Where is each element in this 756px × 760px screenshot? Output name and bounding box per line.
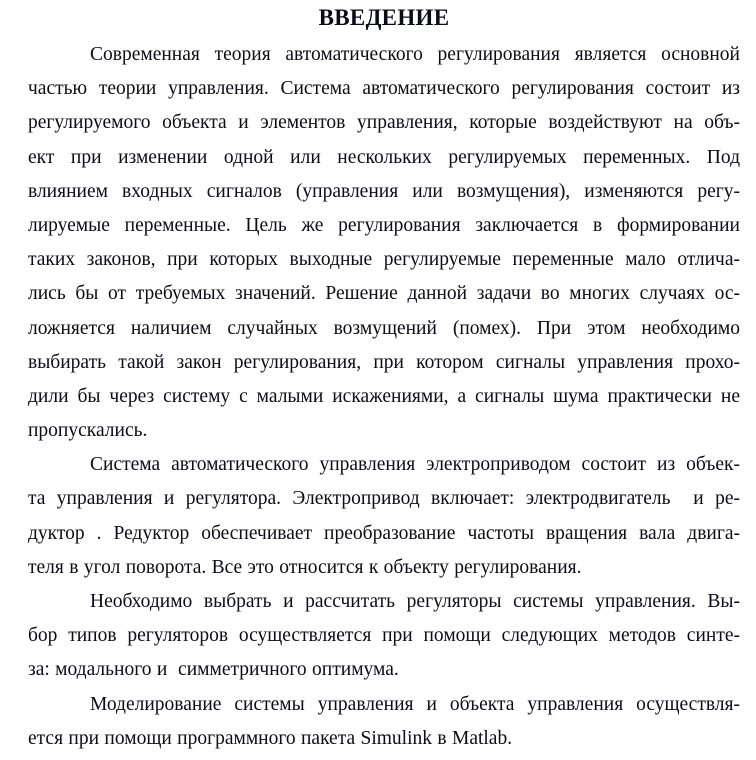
text-line: ект при изменении одной или нескольких регулируемых переменных. Под — [28, 146, 740, 168]
text-line: ложняется наличием случайных возмущений (помех). При этом необходимо — [28, 317, 740, 339]
text-line: дили бы через систему с малыми искажениями, а сигналы шума практически не — [28, 385, 740, 407]
text-line: ется при помощи программного пакета Simulink в Matlab. — [28, 727, 513, 749]
text-line: за: модального и симметричного оптимума. — [28, 659, 399, 681]
text-line: пропускались. — [28, 420, 148, 442]
text-line: лись бы от требуемых значений. Решение данной задачи во многих случаях ос- — [28, 283, 740, 305]
text-line: таких законов, при которых выходные регулируемые переменные мало отлича- — [28, 249, 740, 271]
text-line: бор типов регуляторов осуществляется при помощи следующих методов синте- — [28, 625, 740, 647]
text-line: Современная теория автоматического регулирования является основной — [90, 44, 740, 65]
text-line: дуктор . Редуктор обеспечивает преобразование частоты вращения вала двига- — [28, 522, 740, 544]
text-line: та управления и регулятора. Электропривод включает: электродвигатель и ре- — [28, 488, 740, 510]
page-title: ВВЕДЕНИЕ — [318, 5, 450, 30]
text-line: регулируемого объекта и элементов управления, которые воздействуют на объ- — [28, 112, 740, 134]
text-line: теля в угол поворота. Все это относится к объекту регулирования. — [28, 556, 582, 578]
text-line: выбирать такой закон регулирования, при котором сигналы управления прохо- — [28, 351, 740, 373]
document-body — [28, 38, 740, 756]
text-line: влиянием входных сигналов (управления или возмущения), изменяются регу- — [28, 180, 740, 202]
text-line: Система автоматического управления электроприводом состоит из объек- — [90, 454, 740, 476]
text-line: частью теории управления. Система автоматического регулирования состоит из — [28, 78, 740, 100]
text-line: Необходимо выбрать и рассчитать регуляторы системы управления. Вы- — [90, 591, 740, 612]
text-line: Моделирование системы управления и объекта управления осуществля- — [90, 693, 740, 715]
text-line: лируемые переменные. Цель же регулирования заключается в формировании — [28, 214, 740, 236]
